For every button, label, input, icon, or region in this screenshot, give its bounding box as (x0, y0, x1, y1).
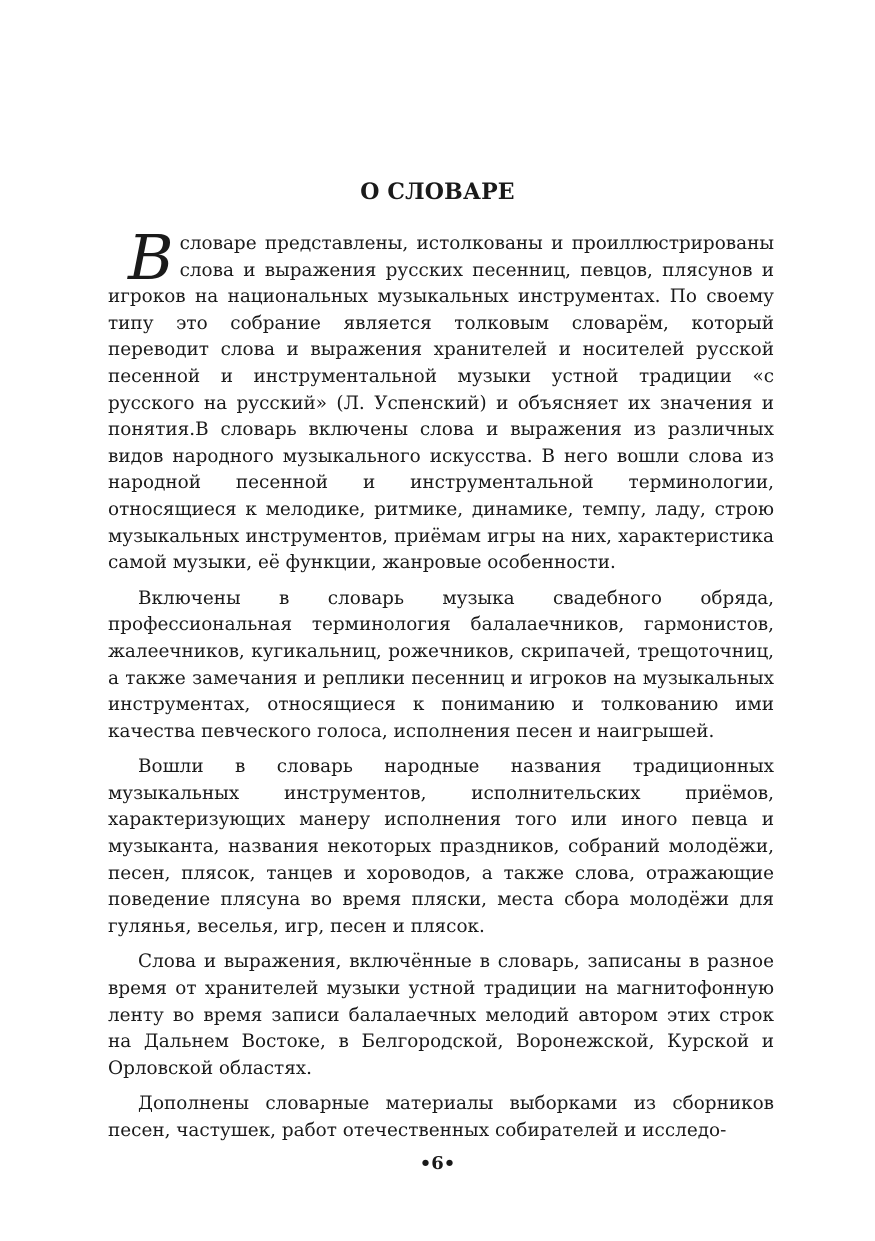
paragraph-1-text: словаре представлены, истолкованы и проиллюстрированы слова и выражения русских песенниц, певцов, плясунов и игроков на национальных музыкальных инструментах. По своему типу это собрание является толковым словарём, который переводит слова и выражения хранителей и носителей русской песенной и инструментальной музыки устной традиции «с русского на русский» (Л. Успенский) и объясняет их значения и понятия.В словарь включены слова и выражения из различных видов народного музыкального искусства. В него вошли слова из народной песенной и инструментальной терминологии, относящиеся к мелодике, ритмике, динамике, темпу, ладу, строю музыкальных инструментов, приёмам игры на них, характеристика самой музыки, её функции, жанровые особенности. (108, 233, 774, 574)
paragraph-2: Включены в словарь музыка свадебного обряда, профессиональная терминология балалаечников, гармонистов, жалеечников, кугикальниц, рожечников, скрипачей, трещоточниц, а также замечания и реплики песенниц и игроков на музыкальных инструментах, относящиеся к пониманию и толкованию ими качества певческого голоса, исполнения песен и наигрышей. (108, 587, 774, 742)
drop-cap: В (128, 221, 174, 294)
paragraph-4: Слова и выражения, включённые в словарь, записаны в разное время от хранителей музыки устной традиции на магнитофонную ленту во время записи балалаечных мелодий автором этих строк на Дальнем Востоке, в Белгородской, Воронежской, Курской и Орловской областях. (108, 951, 774, 1079)
paragraph-5: Дополнены словарные материалы выборками из сборников песен, частушек, работ отечественных собирателей и исследо- (108, 1093, 774, 1141)
paragraph-3: Вошли в словарь народные названия традиционных музыкальных инструментов, исполнительских приёмов, характеризующих манеру исполнения того или иного певца и музыканта, названия некоторых праздников, собраний молодёжи, песен, плясок, танцев и хороводов, а также слова, отражающие поведение плясуна во время пляски, места сбора молодёжи для гулянья, веселья, игр, песен и плясок. (108, 756, 774, 937)
page-number: •6• (419, 1153, 456, 1174)
page-title: О СЛОВАРЕ (360, 179, 515, 205)
body-text (108, 221, 774, 1154)
paragraph-1 (108, 221, 774, 577)
